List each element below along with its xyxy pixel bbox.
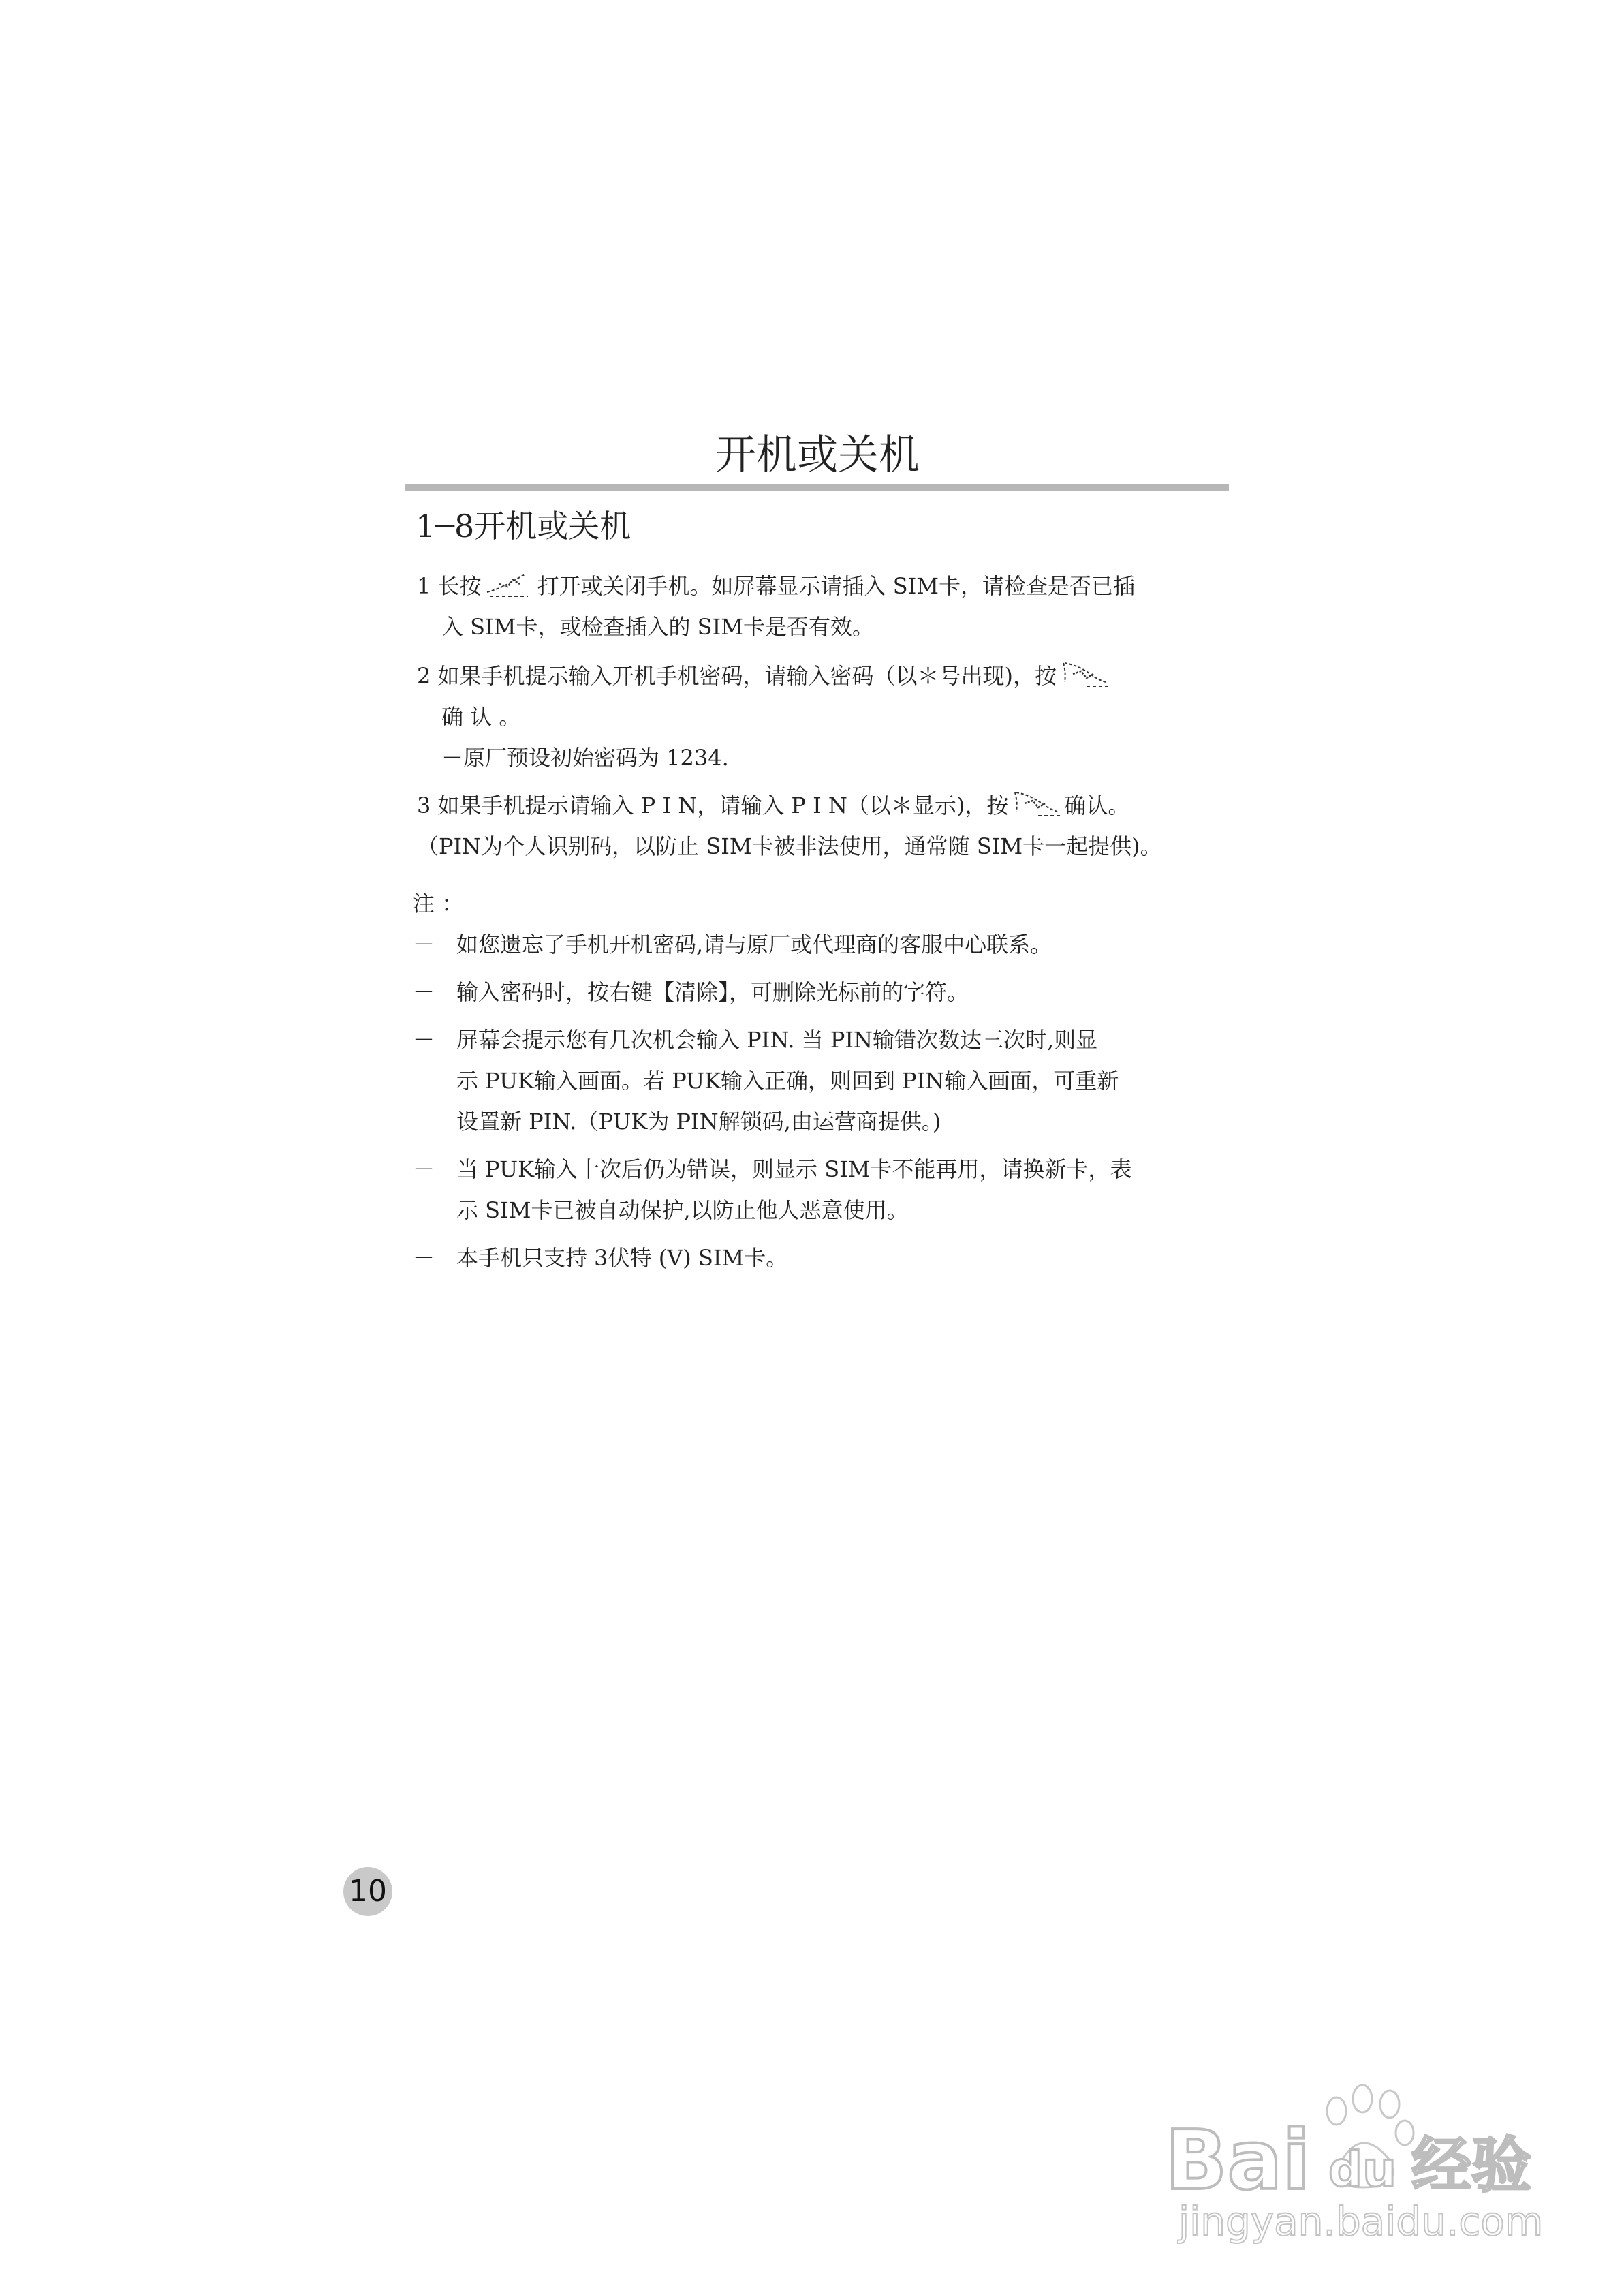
step-1 (417, 566, 1228, 647)
note-dash: － (413, 1245, 435, 1271)
note-item (413, 1019, 1230, 1142)
note-line: 如您遗忘了手机开机密码,请与原厂或代理商的客服中心联系。 (456, 931, 1052, 957)
step-line: 确 认 。 (441, 704, 521, 730)
step-line (417, 785, 1228, 826)
note-item (413, 1237, 1230, 1278)
note-dash: － (413, 979, 435, 1005)
note-line: 输入密码时，按右键【清除】，可删除光标前的字符。 (456, 979, 969, 1005)
note-item (413, 972, 1230, 1013)
confirm-key-icon (1011, 788, 1061, 820)
title-underline (405, 484, 1229, 491)
power-key-icon (484, 569, 535, 600)
svg-text:经验: 经验 (1411, 2130, 1532, 2200)
section-heading: 1─8开机或关机 (416, 508, 631, 544)
page-title: 开机或关机 (715, 431, 920, 479)
note-item (413, 924, 1230, 965)
step-text: 确认。 (1064, 792, 1130, 818)
watermark-url: jingyan.baidu.com (1178, 2198, 1544, 2245)
step-line: （PIN为个人识别码，以防止 SIM卡被非法使用，通常随 SIM卡一起提供)。 (417, 833, 1162, 859)
note-dash: － (413, 1156, 435, 1182)
note-line: 本手机只支持 3伏特 (V) SIM卡。 (456, 1245, 788, 1271)
note-line: 设置新 PIN.（PUK为 PIN解锁码,由运营商提供。) (456, 1109, 941, 1135)
note-line: 示 SIM卡已被自动保护,以防止他人恶意使用。 (456, 1197, 909, 1223)
notes-label: 注 ： (413, 891, 464, 917)
step-2 (417, 656, 1228, 778)
page-number: 10 (343, 1867, 392, 1916)
baidu-jingyan-watermark (1158, 2071, 1553, 2249)
step-text: 3 如果手机提示请输入 P I N，请输入 P I N（以＊显示)，按 (417, 792, 1009, 818)
step-text: 1 长按 (417, 573, 482, 599)
note-dash: － (413, 931, 435, 957)
note-line: 示 PUK输入画面。若 PUK输入正确，则回到 PIN输入画面，可重新 (456, 1068, 1119, 1094)
step-line (417, 566, 1228, 606)
step-line (417, 656, 1228, 696)
svg-text:du: du (1328, 2142, 1396, 2198)
note-line: 屏幕会提示您有几次机会输入 PIN. 当 PIN输错次数达三次时,则显 (456, 1027, 1098, 1053)
step-line: 入 SIM卡，或检查插入的 SIM卡是否有效。 (441, 614, 875, 640)
step-text: 打开或关闭手机。如屏幕显示请插入 SIM卡，请检查是否已插 (537, 573, 1136, 599)
step-3 (417, 785, 1228, 867)
svg-text:Bai: Bai (1165, 2114, 1311, 2208)
note-dash: － (413, 1027, 435, 1053)
steps-list (417, 566, 1228, 867)
confirm-key-icon (1059, 659, 1110, 690)
note-line: 当 PUK输入十次后仍为错误，则显示 SIM卡不能再用，请换新卡，表 (456, 1156, 1132, 1182)
step-text: 2 如果手机提示输入开机手机密码，请输入密码（以＊号出现)，按 (417, 663, 1057, 689)
step-line: －原厂预设初始密码为 1234. (441, 745, 729, 771)
notes-list (413, 924, 1230, 1285)
note-item (413, 1149, 1230, 1231)
